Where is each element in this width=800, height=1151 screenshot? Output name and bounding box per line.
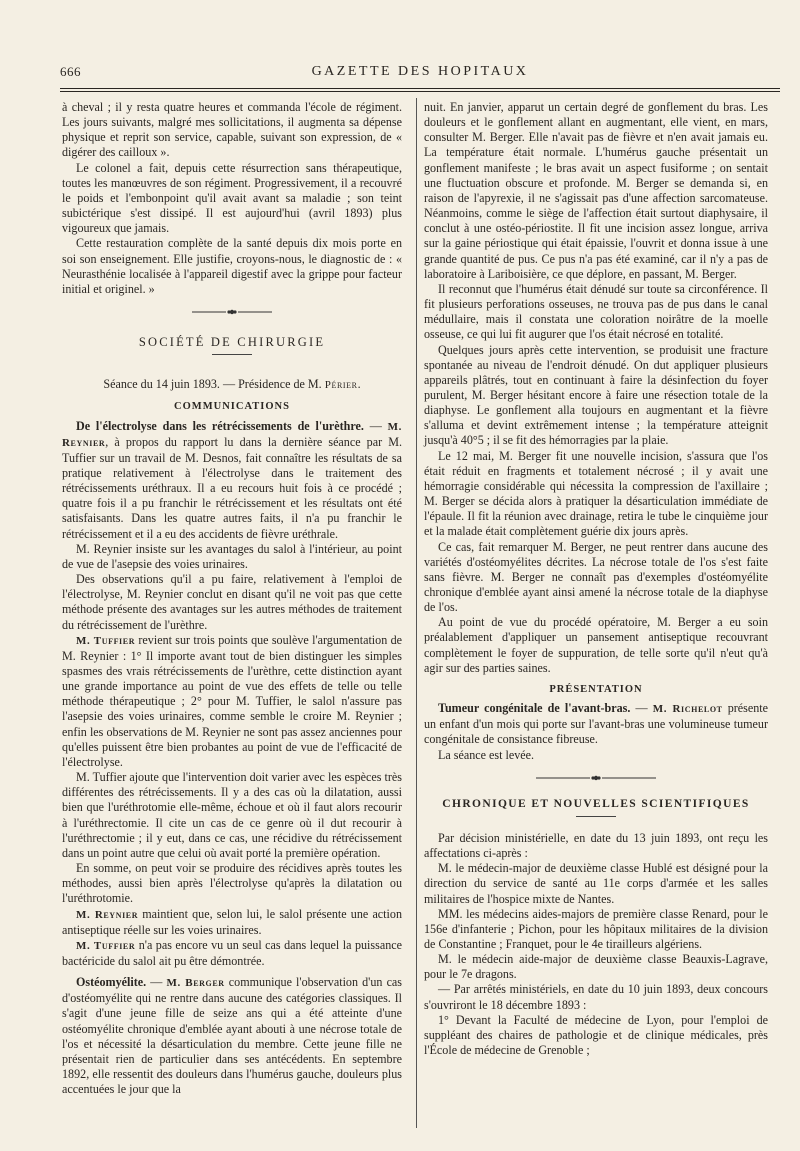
paragraph [424, 701, 768, 747]
left-column [62, 100, 402, 1097]
paragraph: MM. les médecins aides-majors de première classe Renard, pour le 156e d'infanterie ; Pichon, pour les hôpitaux militaires de la division de Constantine ; Franquet, pour le 4e tirailleurs algériens. [424, 906, 768, 951]
paragraph [62, 975, 402, 1097]
dash: — [630, 701, 653, 716]
author-name: M. Tuffier [76, 939, 136, 952]
page-header [60, 64, 780, 88]
article-text: communique l'observation d'un cas d'ostéomyélite qui ne rentre dans aucune des catégories classiques. Il s'agit d'une jeune fille de seize ans qui a été atteinte d'une ostéomyélite chronique d'emblée ayant abouti à une nécrose totale de l'os et nécessité la désarticulation du membre. Cette jeune fille ne présentait rien de particulier dans ses antécédents. En septembre 1892, elle ressentit des douleurs dans l'humérus gauche, douleurs plus accentuées le jour que la [62, 975, 403, 1097]
paragraph [62, 633, 402, 770]
section-title-societe: SOCIÉTÉ DE CHIRURGIE [138, 335, 326, 350]
section-title-chronique: CHRONIQUE ET NOUVELLES SCIENTIFIQUES [442, 797, 750, 810]
sitting-end: . [357, 377, 361, 392]
paragraph: M. le médecin aide-major de deuxième classe Beauxis-Lagrave, pour le 7e dragons. [424, 952, 768, 982]
author-name: M. Berger [166, 977, 225, 990]
paragraph: Le colonel a fait, depuis cette résurrection sans thérapeutique, toutes les manœuvres de son régiment. Progressivement, il a recouvré le poids et l'embonpoint qu'il avait avant sa maladie ; son teint subictérique s'est dissipé. Il est aujourd'hui (avril 1893) plus vigoureux que jamais. [62, 160, 402, 236]
article-lead: Ostéomyélite. [76, 975, 147, 990]
article-lead: De l'électrolyse dans les rétrécissements de l'urèthre. [76, 418, 364, 433]
right-column [424, 100, 768, 1058]
article-text: revient sur trois points que soulève l'argumentation de M. Reynier : 1° Il importe avant tout de bien distinguer les simples spasmes des vrais rétrécissements de l'urèthre, cette distinction ayant une grande importance au point de vue des effets de telle ou telle méthode thérapeutique ; 2° pour M. Tuffier, le salol n'assure pas l'asepsie des voies urinaires, comme semble le croire M. Reynier ; enfin les observations de M. Reynier ne sont pas assez anciennes pour qu'elles puissent être bien probantes au point de vue de l'efficacité de l'électrolyse. [62, 632, 402, 769]
author-name: M. Reynier [76, 908, 139, 921]
paragraph: — Par arrêtés ministériels, en date du 10 juin 1893, deux concours s'ouvriront le 18 décembre 1893 : [424, 982, 768, 1012]
article-lead: Tumeur congénitale de l'avant-bras. [438, 701, 631, 716]
paragraph: 1° Devant la Faculté de médecine de Lyon, pour l'emploi de suppléant des chaires de pathologie et de clinique médicales, près l'École de médecine de Grenoble ; [424, 1012, 768, 1058]
article-text: n'a pas encore vu un seul cas dans lequel la puissance bactéricide du salol ait pu être démontrée. [62, 937, 402, 968]
paragraph: Au point de vue du procédé opératoire, M. Berger a eu soin préalablement d'appliquer un pansement antiseptique recouvrant complètement le foyer de suppuration, de telle sorte qu'il n'eut qu'à agir sur des parties saines. [424, 615, 768, 675]
author-name: M. Reynier [62, 420, 403, 449]
paragraph: M. Reynier insiste sur les avantages du salol à l'intérieur, au point de vue de l'asepsie des voies urinaires. [62, 541, 402, 571]
subhead-presentation: PRÉSENTATION [549, 683, 643, 695]
president-name: Périer [324, 379, 358, 392]
paragraph: Le 12 mai, M. Berger fit une nouvelle incision, s'assura que l'os était réduit en fragments et totalement nécrosé ; il y avait une hémorragie considérable qui nécessita la compression de l'axillaire ; M. Berger se décida alors à pratiquer la désarticulation immédiate de l'épaule. Il fit la réunion avec drainage, retira le tube le cinquième jour et la malade était complètement guérie dix jours après. [424, 448, 768, 539]
paragraph: à cheval ; il y resta quatre heures et commanda l'école de régiment. Les jours suivants, malgré mes sollicitations, il augmenta sa dépense physique et reprit son service, capable, suivant son expression, de « digérer des cailloux ». [62, 100, 402, 160]
sitting-text: Séance du 14 juin 1893. — Présidence de M. [103, 377, 325, 392]
paragraph: Quelques jours après cette intervention, se produisit une fracture spontanée au niveau de l'endroit dénudé. On dut appliquer plusieurs appareils plâtrés, tout en continuant à faire la désinfection du foyer purulent, M. Berger hésitant encore à faire une résection totale de la diaphyse. Le gonflement alla toujours en augmentant et la fièvre s'alluma et devint extrêmement intense ; la température atteignit jusqu'à 40°5 ; il se fit des hémorragies par la plaie. [424, 342, 768, 448]
paragraph: Ce cas, fait remarquer M. Berger, ne peut rentrer dans aucune des variétés d'ostéomyélites décrites. La nécrose totale de l'os s'est faite sans fièvre. M. Berger ne connaît pas d'exemples d'ostéomyélite chronique d'emblée ayant ainsi amené la nécrose totale de la diaphyse de l'os. [424, 539, 768, 615]
paragraph: Il reconnut que l'humérus était dénudé sur toute sa circonférence. Il fit plusieurs perforations osseuses, ne trouva pas de pus dans le canal médullaire, mais il constata une coloration noirâtre de la moelle osseuse, ce qui lui fit augurer que l'os était nécrosé en totalité. [424, 281, 768, 342]
paragraph: Des observations qu'il a pu faire, relativement à l'emploi de l'électrolyse, M. Reynier conclut en disant qu'il ne voit pas que cette méthode présente des avantages sur les autres méthodes de traitement du rétrécissement de l'urèthre. [62, 572, 402, 632]
paragraph: M. le médecin-major de deuxième classe Hublé est désigné pour la direction du service de santé au 11e corps d'armée et les salles militaires de l'hospice mixte de Nantes. [424, 861, 768, 906]
article-text: , à propos du rapport lu dans la dernière séance par M. Tuffier sur un travail de M. Desnos, fait connaître les résultats de sa pratique relativement à l'électrolyse dans le traitement des rétrécissements uréthraux. Il a eu recours huit fois à ce procédé ; quatre fois il a pu franchir le rétrécissement et les résultats ont été satisfaisants. Dans les quatre autres faits, il n'a pu franchir le rétrécissement et il a eu des accidents de fièvre uréthrale. [62, 434, 402, 541]
page-number: 666 [60, 64, 81, 79]
short-rule [576, 816, 616, 817]
author-name: M. Richelot [652, 703, 723, 716]
dash: — [146, 975, 167, 990]
paragraph: Par décision ministérielle, en date du 13 juin 1893, ont reçu les affectations ci-après : [424, 830, 768, 861]
sitting-line [62, 377, 402, 393]
paragraph [62, 938, 402, 969]
header-rule-top [60, 88, 780, 89]
subhead-communications: COMMUNICATIONS [174, 401, 290, 413]
paragraph: Cette restauration complète de la santé depuis dix mois porte en soi son enseignement. Elle justifie, croyons-nous, le diagnostic de : « Neurasthénie localisée à l'appareil digestif avec la grippe pour facteur initial et originel. » [62, 236, 402, 296]
journal-title: GAZETTE DES HOPITAUX [311, 64, 529, 79]
paragraph: De l'électrolyse dans les rétrécissements de l'urèthre. — M. Reynier, à propos du rapport lu dans la dernière séance par M. Tuffier sur un travail de M. Desnos, fait connaître les résultats de sa pratique relativement à l'électrolyse dans le traitement des rétrécissements uréthraux. Il a eu recours huit fois à ce procédé ; quatre fois il a pu franchir le rétrécissement et les résultats ont été satisfaisants. Dans les quatre autres faits, il n'a pu franchir le rétrécissement et il a eu des accidents de fièvre uréthrale. [62, 418, 403, 541]
ornament-divider [536, 775, 656, 781]
article-text: maintient que, selon lui, le salol présente une action antiseptique réelle sur les voies urinaires. [62, 906, 402, 937]
column-divider [416, 98, 417, 1128]
paragraph: M. Tuffier ajoute que l'intervention doit varier avec les espèces très différentes des rétrécissements. Il y a des cas où la dilatation, aussi bien que l'uréthrotomie elle-même, échoue et où il faut alors recourir à l'uréthrectomie. Il cite un cas de ce genre où il dut recourir à l'uréthrectomie ; il y eut, dans ce cas, une récidive du rétrécissement dans un point autre que celui où avait porté la première opération. [62, 770, 402, 860]
header-rule-bottom [60, 91, 780, 92]
author-name: M. Tuffier [76, 634, 136, 647]
paragraph: La séance est levée. [438, 747, 535, 762]
paragraph [62, 907, 402, 938]
paragraph: En somme, on peut voir se produire des récidives après toutes les méthodes, aussi bien après l'électrolyse qu'après la dilatation ou l'uréthrotomie. [62, 861, 402, 906]
short-rule [212, 354, 252, 355]
article-text: présente un enfant d'un mois qui porte sur l'avant-bras une volumineuse tumeur congénitale de consistance fibreuse. [424, 701, 768, 747]
paragraph: nuit. En janvier, apparut un certain degré de gonflement du bras. Les douleurs et le gonflement allant en augmentant, elle vient, en mars, consulter M. Berger. Elle n'avait pas de fièvre et n'en avait jamais eu. La température était normale. L'humérus gauche présentait un gonflement manifeste ; le bras avait un aspect fusiforme ; on sentait une fluctuation obscure et profonde. M. Berger se demanda si, en raison de l'apyrexie, il ne s'agissait pas d'une affection sarcomateuse. Néanmoins, comme le siège de l'affection était surtout diaphysaire, il conclut à une ostéo-périostite. Il fit une incision assez longue, arriva sur la gaine périostique qui était épaissie, l'ouvrit et donna issue à une grande quantité de pus. Ce pus n'a pas été examiné, car il n'y a pas de laboratoire à Lariboisière, ce que déplore, en passant, M. Berger. [424, 100, 768, 281]
ornament-divider [192, 309, 272, 315]
